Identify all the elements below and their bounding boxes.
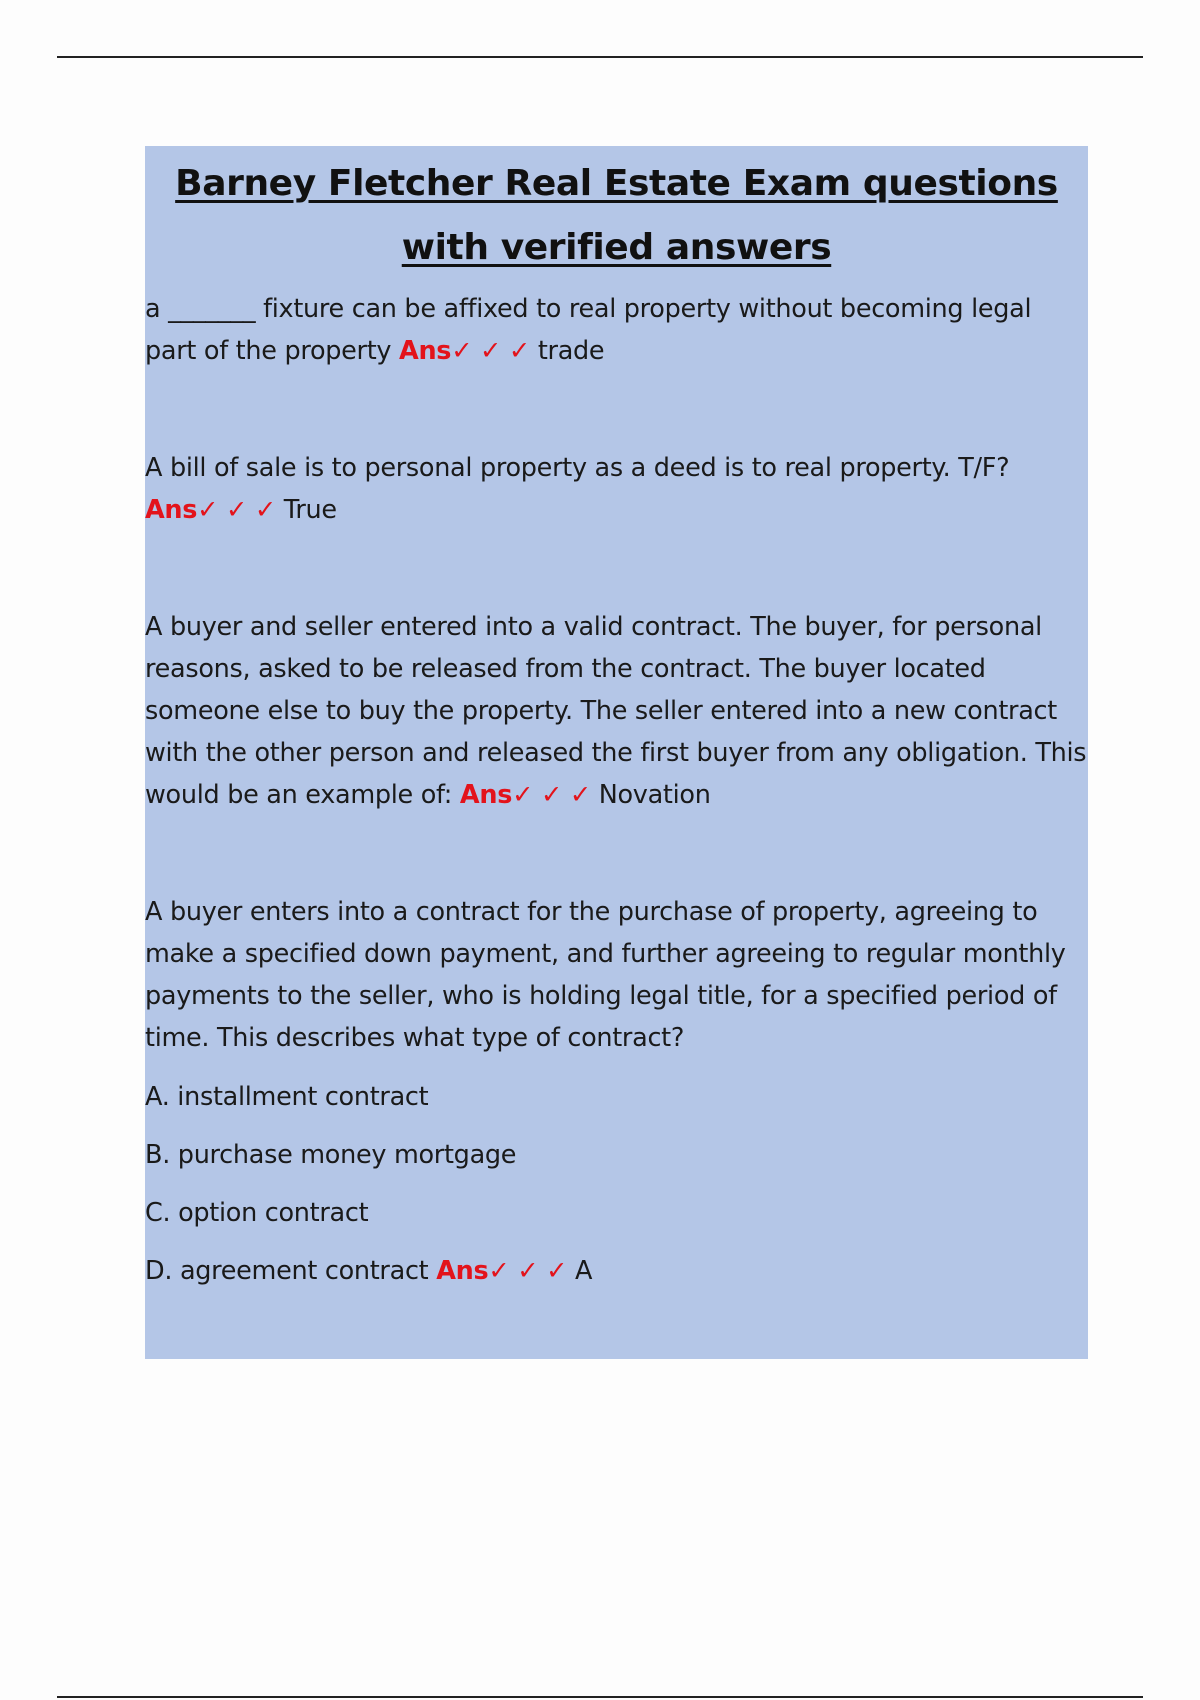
question-panel <box>145 146 1088 1359</box>
check-icon: ✓ ✓ ✓ <box>197 495 276 525</box>
option-d-text: D. agreement contract <box>145 1256 429 1286</box>
option-c: C. option contract <box>145 1198 369 1228</box>
title-line-1: Barney Fletcher Real Estate Exam questions <box>175 163 1058 204</box>
question-text: a _______ fixture can be affixed to real property without becoming legal part of the property <box>145 294 1032 366</box>
question-4 <box>145 891 1088 1059</box>
footer-rule <box>57 1696 1143 1698</box>
answer-marker: Ans <box>436 1256 489 1286</box>
answer-marker: Ans <box>145 495 198 525</box>
option-a: A. installment contract <box>145 1082 429 1112</box>
answer-marker: Ans <box>399 336 452 366</box>
question-3 <box>145 606 1088 816</box>
answer-text: True <box>283 495 337 525</box>
title-line-2: with verified answers <box>401 227 832 268</box>
option-d <box>145 1250 1088 1292</box>
question-text: A buyer and seller entered into a valid contract. The buyer, for personal reasons, asked to be released from the contract. The buyer located someone else to buy the property. The seller entered into a new contract with the other person and released the first buyer from any obligation. This would be an example of: <box>145 612 1087 810</box>
option-b: B. purchase money mortgage <box>145 1140 517 1170</box>
header-rule <box>57 56 1143 58</box>
document-title <box>145 146 1088 280</box>
answer-text: A <box>574 1256 593 1286</box>
check-icon: ✓ ✓ ✓ <box>451 336 530 366</box>
check-icon: ✓ ✓ ✓ <box>488 1256 568 1286</box>
answer-text: trade <box>537 336 605 366</box>
question-1 <box>145 288 1088 372</box>
answer-marker: Ans <box>459 780 513 810</box>
question-text: A buyer enters into a contract for the purchase of property, agreeing to make a specified down payment, and further agreeing to regular monthly payments to the seller, who is holding legal title, for a specified period of time. This describes what type of contract? <box>145 897 1066 1053</box>
check-icon: ✓ ✓ ✓ <box>512 780 591 810</box>
question-2 <box>145 447 1088 531</box>
question-text: A bill of sale is to personal property as a deed is to real property. T/F? <box>145 453 1010 483</box>
answer-text: Novation <box>598 780 711 810</box>
